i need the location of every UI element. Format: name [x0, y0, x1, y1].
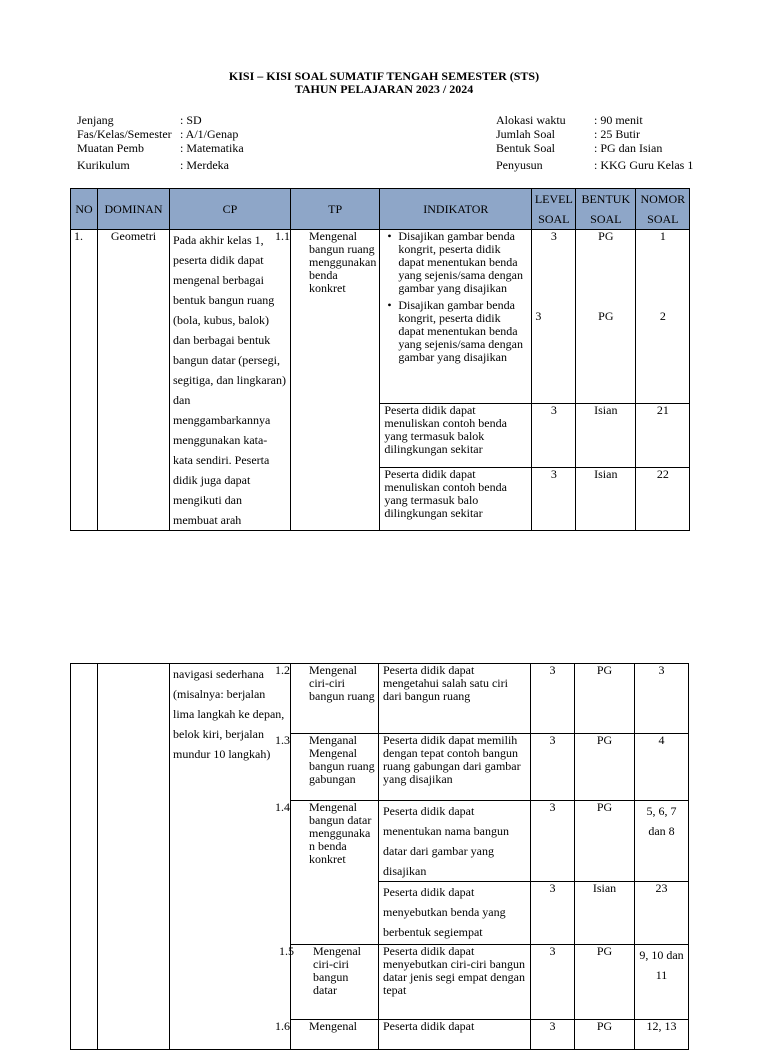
- nomor-value: 2: [659, 309, 666, 323]
- cell-tp: [275, 663, 379, 734]
- bentuk-value: PG: [598, 309, 614, 323]
- cell-nomor: 12, 13: [635, 1020, 689, 1050]
- cell-level: 3: [531, 945, 575, 1020]
- header-bentuk: [576, 189, 636, 230]
- cell-no: [71, 664, 98, 1050]
- table-row: [71, 230, 690, 404]
- meta-value-jumlah: : 25 Butir: [594, 127, 641, 141]
- cell-indikator: Peserta didik dapat: [379, 1020, 531, 1050]
- cell-indikator: Peserta didik dapat menuliskan contoh benda yang termasuk balo dilingkungan sekitar: [380, 467, 532, 531]
- cell-bentuk: PG: [575, 945, 635, 1020]
- header-indikator: INDIKATOR: [380, 189, 532, 230]
- cell-dominan: Geometri: [98, 230, 170, 531]
- header-nomor: [636, 189, 690, 230]
- cell-bentuk: Isian: [576, 467, 636, 531]
- cell-bentuk: Isian: [576, 404, 636, 467]
- cell-nomor: 21: [636, 404, 690, 467]
- document-title: KISI – KISI SOAL SUMATIF TENGAH SEMESTER (STS): [228, 69, 540, 83]
- cell-nomor: [636, 230, 690, 404]
- indikator-text: Disajikan gambar benda kongrit, peserta didik dapat menentukan benda yang sejenis/sama dengan gambar yang disajikan: [398, 229, 523, 295]
- tp-text: Mengenal ciri-ciri bangun datar: [313, 944, 361, 997]
- tp-number: 1.6: [275, 1019, 290, 1033]
- cell-indikator: Peserta didik dapat menentukan nama bangun datar dari gambar yang disajikan: [379, 801, 531, 882]
- kisi-table-page2: [70, 663, 689, 1050]
- tp-number: 1.2: [275, 663, 290, 677]
- tp-text: Mengenal ciri-ciri bangun ruang: [309, 663, 375, 703]
- cell-level: 3: [531, 882, 575, 945]
- cell-cp: Pada akhir kelas 1, peserta didik dapat mengenal berbagai bentuk bangun ruang (bola, kubus, balok) dan berbagai bentuk bangun datar (persegi, segitiga, dan lingkaran) dan menggambarkannya menggunakan kata-kata sendiri. Peserta didik juga dapat mengikuti dan membuat arah: [170, 230, 291, 531]
- header-dominan: DOMINAN: [98, 189, 170, 230]
- cell-indikator: Peserta didik dapat menuliskan contoh benda yang termasuk balok dilingkungan sekitar: [380, 404, 532, 467]
- bullet-icon: •: [387, 229, 392, 243]
- cell-dominan: [98, 664, 170, 1050]
- header-level: [532, 189, 576, 230]
- cell-level: 3: [531, 801, 575, 882]
- cell-bentuk: [576, 230, 636, 404]
- table-header-row: [71, 189, 690, 230]
- meta-label-kurikulum: Kurikulum: [77, 158, 130, 172]
- meta-value-kelas: : A/1/Genap: [180, 127, 239, 141]
- bentuk-value: PG: [598, 229, 614, 243]
- meta-label-alokasi: Alokasi waktu: [496, 113, 566, 127]
- header-bentuk-line1: BENTUK: [581, 192, 631, 206]
- cell-nomor: 23: [635, 882, 689, 945]
- cell-bentuk: PG: [575, 734, 635, 801]
- cell-no: 1.: [71, 230, 98, 531]
- cell-nomor: 9, 10 dan 11: [635, 945, 689, 1020]
- cell-tp: [275, 800, 379, 945]
- meta-value-penyusun: : KKG Guru Kelas 1: [594, 158, 694, 172]
- cell-indikator: Peserta didik dapat menyebutkan ciri-ciri bangun datar jenis segi empat dengan tepat: [379, 945, 531, 1020]
- header-bentuk-line2: SOAL: [590, 212, 622, 226]
- meta-value-jenjang: : SD: [180, 113, 202, 127]
- cell-bentuk: PG: [575, 664, 635, 734]
- cell-bentuk: PG: [575, 1020, 635, 1050]
- tp-text: Mengenal bangun ruang menggunakan benda konkret: [309, 229, 377, 295]
- header-nomor-line2: SOAL: [647, 212, 679, 226]
- document-subtitle: TAHUN PELAJARAN 2023 / 2024: [294, 82, 474, 96]
- header-level-line2: SOAL: [538, 212, 570, 226]
- tp-number: 1.4: [275, 800, 290, 814]
- header-no: NO: [71, 189, 98, 230]
- cell-cp: navigasi sederhana (misalnya: berjalan lima langkah ke depan, belok kiri, berjalan mundur 10 langkah): [170, 664, 291, 1050]
- header-cp: CP: [170, 189, 291, 230]
- tp-text: Mengenal: [309, 1019, 357, 1033]
- cell-level: 3: [531, 1020, 575, 1050]
- nomor-value: 1: [659, 229, 666, 243]
- tp-number: 1.1: [275, 229, 290, 243]
- tp-number: 1.5: [279, 944, 294, 958]
- cell-level: 3: [531, 734, 575, 801]
- kisi-table-page1: [70, 188, 690, 531]
- cell-nomor: 4: [635, 734, 689, 801]
- cell-bentuk: PG: [575, 801, 635, 882]
- cell-indikator: Peserta didik dapat memilih dengan tepat contoh bangun ruang gabungan dari gambar yang disajikan: [379, 734, 531, 801]
- meta-label-bentuk: Bentuk Soal: [496, 141, 555, 155]
- level-value: 3: [535, 309, 542, 323]
- cell-level: 3: [532, 467, 576, 531]
- bullet-icon: •: [387, 298, 392, 312]
- cell-bentuk: Isian: [575, 882, 635, 945]
- meta-value-alokasi: : 90 menit: [594, 113, 643, 127]
- header-tp: TP: [291, 189, 380, 230]
- cell-tp: [279, 944, 379, 1020]
- tp-number: 1.3: [275, 733, 290, 747]
- cell-nomor: 3: [635, 664, 689, 734]
- cell-level: 3: [531, 664, 575, 734]
- cell-tp: [275, 229, 380, 531]
- cell-indikator: [380, 230, 532, 404]
- meta-value-bentuk: : PG dan Isian: [594, 141, 663, 155]
- cell-tp: [275, 1019, 379, 1050]
- cell-level: 3: [532, 404, 576, 467]
- meta-label-jumlah: Jumlah Soal: [496, 127, 555, 141]
- meta-value-kurikulum: : Merdeka: [180, 158, 229, 172]
- cell-nomor: 22: [636, 467, 690, 531]
- meta-label-muatan: Muatan Pemb: [77, 141, 144, 155]
- header-level-line1: LEVEL: [534, 192, 573, 206]
- cell-indikator: Peserta didik dapat mengetahui salah satu ciri dari bangun ruang: [379, 664, 531, 734]
- cell-tp: [275, 733, 379, 801]
- meta-label-jenjang: Jenjang: [77, 113, 114, 127]
- meta-label-kelas: Fas/Kelas/Semester: [77, 127, 172, 141]
- meta-value-muatan: : Matematika: [180, 141, 244, 155]
- header-nomor-line1: NOMOR: [640, 192, 686, 206]
- cell-indikator: Peserta didik dapat menyebutkan benda yang berbentuk segiempat: [379, 882, 531, 945]
- tp-text: Mengenal bangun datar menggunaka n benda konkret: [309, 800, 372, 866]
- cell-nomor: 5, 6, 7 dan 8: [635, 801, 689, 882]
- cell-level: [532, 230, 576, 404]
- table-row: [71, 664, 689, 734]
- meta-label-penyusun: Penyusun: [496, 158, 543, 172]
- indikator-text: Disajikan gambar benda kongrit, peserta didik dapat menentukan benda yang sejenis/sama dengan gambar yang disajikan: [398, 298, 523, 364]
- level-value: 3: [550, 229, 557, 243]
- tp-text: Menganal Mengenal bangun ruang gabungan: [309, 733, 375, 786]
